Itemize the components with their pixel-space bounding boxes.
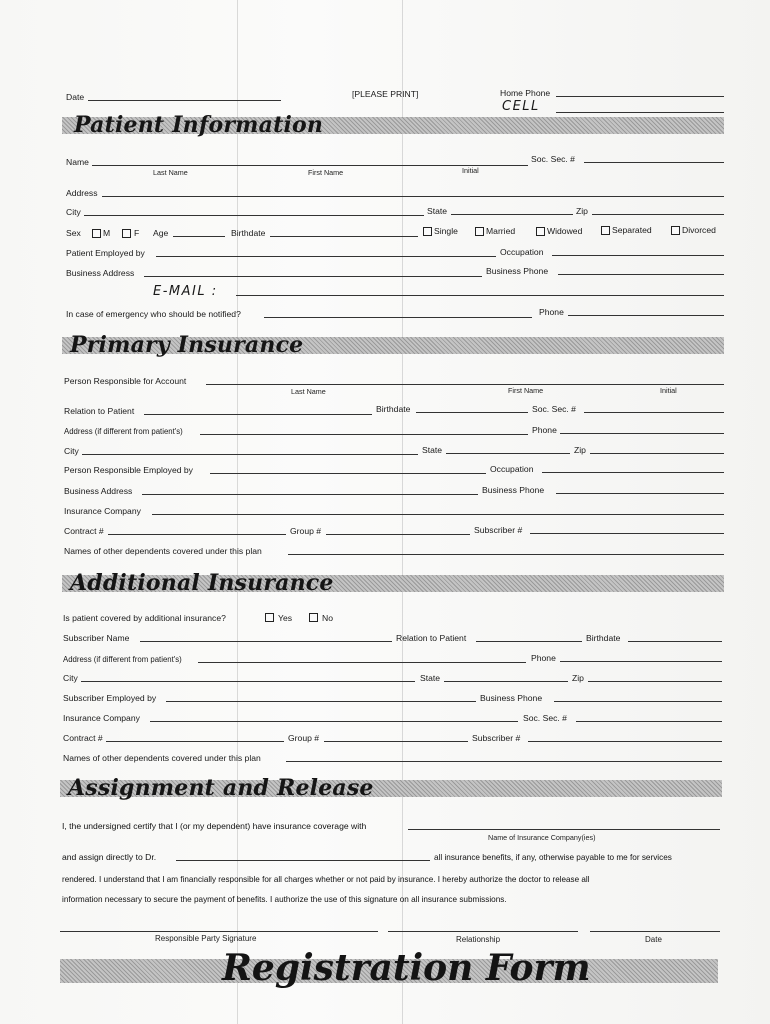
additional-insurance-company-field[interactable] [150,721,518,722]
covered-no-label: No [322,613,333,623]
patient-employed-field[interactable] [156,256,496,257]
additional-birthdate-field[interactable] [628,641,722,642]
address-label: Address [66,188,98,198]
patient-employed-label: Patient Employed by [66,248,145,258]
signature-caption: Responsible Party Signature [155,934,257,943]
state-label: State [427,206,448,216]
covered-yes-checkbox[interactable] [265,613,274,622]
primary-zip-field[interactable] [590,453,724,454]
primary-business-address-field[interactable] [142,494,478,495]
covered-yes-label: Yes [278,613,293,623]
primary-group-field[interactable] [326,534,470,535]
emergency-contact-label: In case of emergency who should be notified? [66,309,241,319]
subscriber-employed-label: Subscriber Employed by [63,693,157,703]
assignment-line-4: information necessary to secure the payment of benefits. I authorize the use of this signature on all insurance submissions. [62,895,507,904]
ssn-field[interactable] [584,162,724,163]
primary-last-name-caption: Last Name [291,387,326,396]
marital-divorced-label: Divorced [682,225,716,235]
name-label: Name [66,157,89,167]
insurance-company-name-field[interactable] [408,829,720,830]
relationship-field[interactable] [388,931,578,932]
additional-zip-field[interactable] [588,681,722,682]
marital-married-checkbox[interactable] [475,227,484,236]
signature-field[interactable] [60,931,378,932]
primary-phone-label: Phone [532,425,557,435]
birthdate-field[interactable] [270,236,418,237]
additional-state-label: State [420,673,441,683]
sex-f-checkbox[interactable] [122,229,131,238]
city-field[interactable] [84,215,424,216]
primary-group-label: Group # [290,526,322,536]
primary-business-phone-field[interactable] [556,493,724,494]
primary-business-address-label: Business Address [64,486,133,496]
additional-business-phone-field[interactable] [554,701,722,702]
sex-label: Sex [66,228,81,238]
primary-relation-field[interactable] [144,414,372,415]
primary-zip-label: Zip [574,445,586,455]
additional-relation-label: Relation to Patient [396,633,467,643]
primary-occupation-field[interactable] [542,472,724,473]
primary-ssn-label: Soc. Sec. # [532,404,576,414]
responsible-person-field[interactable] [206,384,724,385]
occupation-label: Occupation [500,247,544,257]
marital-separated-checkbox[interactable] [601,226,610,235]
age-label: Age [153,228,169,238]
section-title-additional: Additional Insurance [70,570,334,596]
subscriber-name-label: Subscriber Name [63,633,130,643]
subscriber-employed-field[interactable] [166,701,476,702]
business-address-field[interactable] [144,276,482,277]
assignment-line-1: I, the undersigned certify that I (or my dependent) have insurance coverage with [62,821,367,831]
business-phone-label: Business Phone [486,266,549,276]
additional-phone-label: Phone [531,653,556,663]
additional-city-label: City [63,673,78,683]
marital-married-label: Married [486,226,516,236]
covered-no-checkbox[interactable] [309,613,318,622]
additional-address-field[interactable] [198,662,526,663]
occupation-field[interactable] [552,255,724,256]
primary-initial-caption: Initial [660,386,677,395]
sex-m-label: M [103,228,111,238]
ssn-label: Soc. Sec. # [531,154,575,164]
primary-birthdate-field[interactable] [416,412,528,413]
primary-occupation-label: Occupation [490,464,534,474]
sex-f-label: F [134,228,140,238]
fold-line [237,0,238,1024]
emergency-phone-field[interactable] [568,315,724,316]
section-title-patient: Patient Information [74,112,324,138]
primary-relation-label: Relation to Patient [64,406,135,416]
signature-date-field[interactable] [590,931,720,932]
primary-contract-label: Contract # [64,526,104,536]
emergency-phone-label: Phone [539,307,564,317]
primary-insurance-company-field[interactable] [152,514,724,515]
marital-divorced-checkbox[interactable] [671,226,680,235]
additional-group-label: Group # [288,733,320,743]
primary-dependents-label: Names of other dependents covered under this plan [64,546,262,556]
date-caption: Date [645,935,662,944]
marital-widowed-checkbox[interactable] [536,227,545,236]
date-label: Date [66,92,85,102]
primary-city-label: City [64,446,79,456]
additional-dependents-label: Names of other dependents covered under this plan [63,753,261,763]
marital-single-checkbox[interactable] [423,227,432,236]
primary-first-name-caption: First Name [508,386,544,395]
additional-contract-field[interactable] [106,741,284,742]
primary-contract-field[interactable] [108,534,286,535]
responsible-employed-label: Person Responsible Employed by [64,465,193,475]
cell-phone-field[interactable] [556,112,724,113]
additional-subscriber-label: Subscriber # [472,733,521,743]
assignment-line-2b: all insurance benefits, if any, otherwise payable to me for services [434,853,672,862]
additional-ssn-label: Soc. Sec. # [523,713,567,723]
primary-state-label: State [422,445,443,455]
primary-business-phone-label: Business Phone [482,485,545,495]
subscriber-name-field[interactable] [140,641,392,642]
registration-form-title: Registration Form [222,947,591,989]
additional-birthdate-label: Birthdate [586,633,621,643]
first-name-caption: First Name [308,168,344,177]
additional-city-field[interactable] [81,681,415,682]
zip-field[interactable] [592,214,724,215]
primary-address-field[interactable] [200,434,528,435]
assignment-line-2a: and assign directly to Dr. [62,852,157,862]
primary-state-field[interactable] [446,453,570,454]
state-field[interactable] [451,214,573,215]
primary-birthdate-label: Birthdate [376,404,411,414]
date-field[interactable] [88,100,281,101]
primary-city-field[interactable] [82,454,418,455]
doctor-name-field[interactable] [176,860,430,861]
additional-state-field[interactable] [444,681,568,682]
zip-label: Zip [576,206,588,216]
home-phone-label: Home Phone [500,88,551,98]
additional-group-field[interactable] [324,741,468,742]
fold-line [402,0,403,1024]
email-field[interactable] [236,295,724,296]
additional-relation-field[interactable] [476,641,582,642]
responsible-person-label: Person Responsible for Account [64,376,187,386]
last-name-caption: Last Name [153,168,188,177]
primary-phone-field[interactable] [560,433,724,434]
insurance-company-caption: Name of Insurance Company(ies) [488,833,596,842]
primary-ssn-field[interactable] [584,412,724,413]
primary-dependents-field[interactable] [288,554,724,555]
please-print-note: [PLEASE PRINT] [352,89,419,99]
home-phone-field[interactable] [556,96,724,97]
primary-address-label: Address (if different from patient's) [64,427,183,436]
city-label: City [66,207,81,217]
business-address-label: Business Address [66,268,135,278]
age-field[interactable] [173,236,225,237]
primary-subscriber-label: Subscriber # [474,525,523,535]
additional-phone-field[interactable] [560,661,722,662]
email-handwritten: E-MAIL : [153,284,218,299]
additional-ssn-field[interactable] [576,721,722,722]
business-phone-field[interactable] [558,274,724,275]
relationship-caption: Relationship [456,935,501,944]
address-field[interactable] [102,196,724,197]
marital-widowed-label: Widowed [547,226,583,236]
additional-business-phone-label: Business Phone [480,693,543,703]
assignment-line-3: rendered. I understand that I am financially responsible for all charges whether or not paid by insurance. I hereby authorize the doctor to release all [62,875,590,884]
emergency-contact-field[interactable] [264,317,532,318]
marital-single-label: Single [434,226,458,236]
sex-m-checkbox[interactable] [92,229,101,238]
primary-insurance-company-label: Insurance Company [64,506,141,516]
section-title-assignment: Assignment and Release [68,775,374,801]
section-title-primary: Primary Insurance [70,332,304,358]
responsible-employed-field[interactable] [210,473,486,474]
additional-dependents-field[interactable] [286,761,722,762]
primary-subscriber-field[interactable] [530,533,724,534]
marital-separated-label: Separated [612,225,652,235]
additional-address-label: Address (if different from patient's) [63,655,182,664]
additional-zip-label: Zip [572,673,584,683]
birthdate-label: Birthdate [231,228,266,238]
additional-contract-label: Contract # [63,733,103,743]
covered-question-label: Is patient covered by additional insurance? [63,613,226,623]
initial-caption: Initial [462,166,479,175]
additional-insurance-company-label: Insurance Company [63,713,140,723]
additional-subscriber-field[interactable] [528,741,722,742]
cell-handwritten: CELL [502,99,540,114]
